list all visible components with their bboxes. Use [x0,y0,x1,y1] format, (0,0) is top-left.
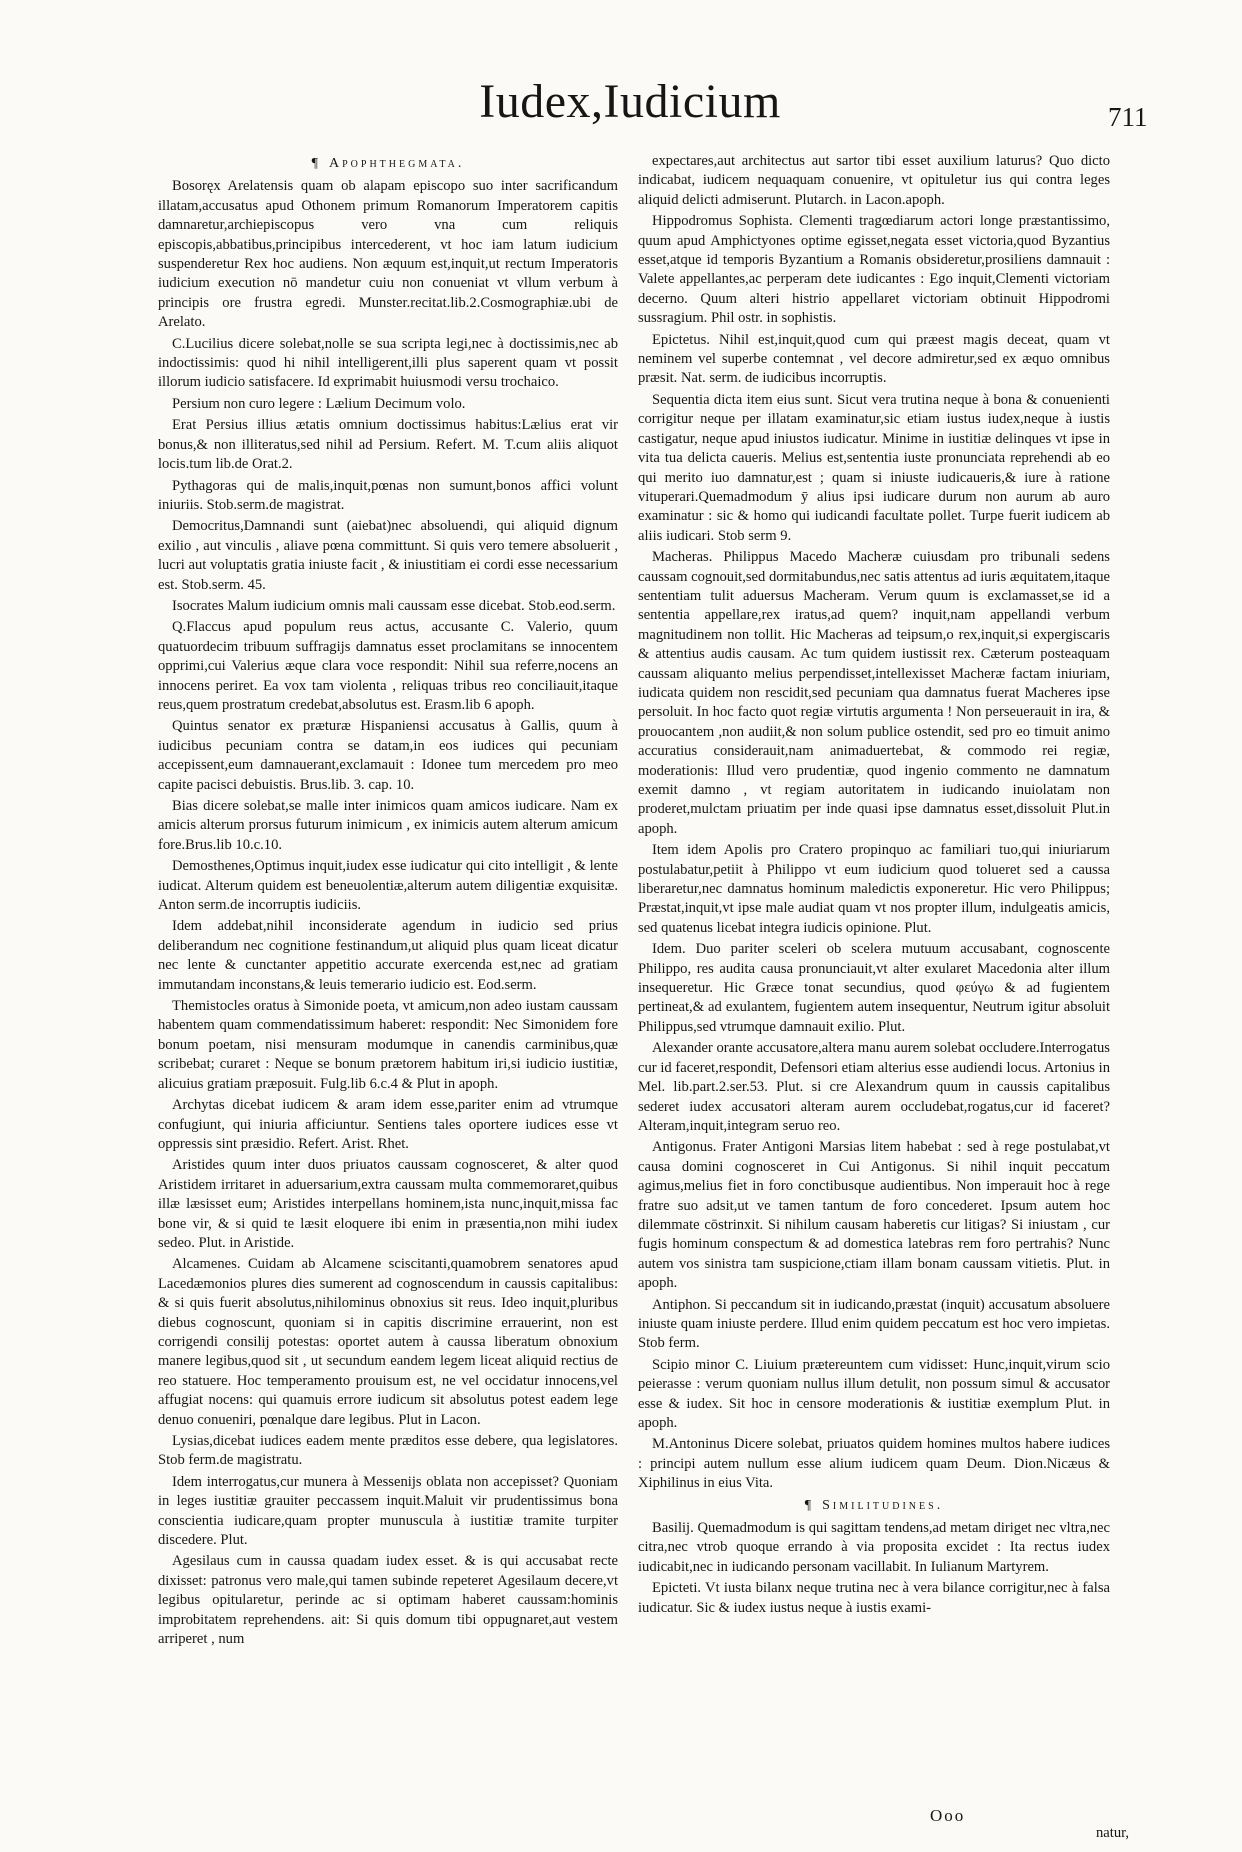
text-entry: Isocrates Malum iudicium omnis mali caussam esse dicebat. Stob.eod.serm. [172,597,616,614]
page-number: 711 [1108,102,1148,132]
text-entry: Agesilaus cum in caussa quadam iudex esset. & is qui accusabat recte dixisset: patronus vero male,qui tamen subinde repeteret Agesilaum decere,vt legibus opitularetur, perinde ac si optimam haberet caussam:hominis improbitatem reprehendens. ait: Si quis domum tibi oppugnaret,aut vestem arriperet , num [158,1553,618,1648]
text-entry: Idem addebat,nihil inconsiderate agendum in iudicio sed prius deliberandum nec cognitione festinandum,ut aliquid plus quam liceat dicatur nec lente & cunctanter appetitio accurate exercenda est,nec ad gratiam immutandam inconstans,& leuis temerario iudicio est. Eod.serm. [158,918,618,993]
catchword: natur, [1096,1825,1130,1841]
left-column [158,152,618,1792]
section-mark-icon: ¶ [311,156,321,171]
text-entry: Quintus senator ex præturæ Hispaniensi accusatus à Gallis, quum à iudicibus pecuniam contra se datam,in eos iudices qui pecuniam accepissent,eum damnauerant,exclamauit : Idonee tum mercedem pro meo capite pacisci debuistis. Brus.lib. 3. cap. 10. [158,718,618,793]
right-entries [638,152,1110,1494]
text-entry: Idem. Duo pariter sceleri ob scelera mutuum accusabant, cognoscente Philippo, res audita causa pronunciauit,vt alter exularet Macedonia alter illum insequeretur. Hic Græce tonat secundius, quod φεύγω & ad fugientem pertineat,& ad exulantem, fugientem autem insequentur, Neutrum igitur absoluit Philippus,sed vtrumque damnauit exilio. Plut. [638,941,1110,1035]
text-entry: Item idem Apolis pro Cratero propinquo ac familiari tuo,qui iniuriarum postulabatur,petiit à Philippo vt eum iudicium quod tolueret sed a caussa liberaretur,nec damnatus hominum maledictis exponeretur. Hic vero Philippus; Præstat,inquit,vt ipse male audiat quam vt nos propter illum, indulgeatis amicis, sed quatenus licebat integra iudicis opinione. Plut. [638,842,1110,936]
text-entry: Epicteti. Vt iusta bilanx neque trutina nec à vera bilance corrigitur,nec à falsa iudicatur. Sic & iudex iustus neque à iustis exami- [638,1580,1110,1616]
text-entry: Antiphon. Si peccandum sit in iudicando,præstat (inquit) accusatum absoluere iniuste quam iniuste perdere. Illud enim quidem peccatum est hoc vero impietas. Stob ferm. [638,1296,1110,1352]
text-entry: expectares,aut architectus aut sartor tibi esset auxilium laturus? Quo dicto indicabat, iudicem nequaquam conuenire, vt opituletur ius qui contra leges aliquid delicti admiserunt. Plutarch. in Lacon.apoph. [638,153,1110,208]
text-entry: Q.Flaccus apud populum reus actus, accusante C. Valerio, quum quatuordecim tribuum suffragijs damnatus esset proclamitans se innocentem opprimi,cui Valerius æque clara voce respondit: Nihil sua referre,nocens an innocens periret. Ea vox tam violenta , reliquas tribus reo conciliauit,itaque reus,quem prostratum credebat,absolutus est. Erasm.lib 6 apoph. [158,619,618,713]
text-entry: Hippodromus Sophista. Clementi tragœdiarum actori longe præstantissimo, quum apud Amphictyones optime egisset,negata esset victoria,quod Byzantius esset,atque id temporis Byzantium a Romanis obsideretur,prosiliens damnauit : Valete appellantes,ac perperam dete iudicantes : Ego inquit,Clementi victoriam decerno. Quum alteri histrio appellaret victoriam obtinuit Hippodromi sussragium. Phil ostr. in sophistis. [638,213,1110,327]
signature-mark: Ooo [930,1806,966,1825]
text-entry: M.Antoninus Dicere solebat, priuatos quidem homines multos habere iudices : principi autem nullum esse alium iudicem quam Deum. Dion.Nicæus & Xiphilinus in eius Vita. [638,1436,1110,1492]
text-entry: Demosthenes,Optimus inquit,iudex esse iudicatur qui cito intelligit , & lente iudicat. Alterum quidem est beneuolentiæ,alterum autem diligentiæ exquisitæ. Anton serm.de incorruptis iudiciis. [158,858,618,914]
text-entry: Bosoręx Arelatensis quam ob alapam episcopo suo inter sacrificandum illatam,accusatus apud Othonem primum Romanorum Imperatorem capitis damnaretur,archiepiscopus vero vna cum reliquis episcopis,abbatibus,principibus intercederent, vt hoc iam latum iudicium suspenderetur Rex hoc audiens. Non æquum est,inquit,ut rectum Imperatoris iudicium execution nō mandetur cuiu non conueniat vt vllum verbum à principis ore frustra egredi. Munster.recitat.lib.2.Cosmographiæ.ubi de Arelato. [158,178,618,331]
text-entry: Erat Persius illius ætatis omnium doctissimus habitus:Lælius erat vir bonus,& non illiteratus,sed nihil ad Persium. Refert. M. T.cum aliis aliquot locis.tum lib.de Orat.2. [158,417,618,473]
text-entry: Persium non curo legere : Lælium Decimum volo. [172,395,466,412]
text-entry: Scipio minor C. Liuium prætereuntem cum vidisset: Hunc,inquit,virum scio peierasse : verum quoniam nullus illum detulit, non possum simul & accusator esse & iudex. Sit hoc in censore moderationis & iustitiæ exemplum Plut. in apoph. [638,1356,1110,1431]
left-entries [158,177,618,1649]
right-column [638,152,1110,1792]
text-entry: Alcamenes. Cuidam ab Alcamene sciscitanti,quamobrem senatores apud Lacedæmonios plures dies sumerent ad cognoscendum in caussis capitalibus: & si quis fuerit absolutus,nihilominus obnoxius sit reus. Ideo inquit,pluribus diebus cognoscunt, quoniam si in capitis discrimine errauerint, non est corrigendi consilij potestas: oportet autem à caussa liberatum obnoxium manere legibus,quod sit , ut secundum eandem legem liceat aliquid rectius de reo statuere. Hoc temperamento prouisum est, ne vel occidatur innocens,vel affugiat nocens: qui quamuis errore iudicum sit absolutus potest eadem lege denuo conueniri, pœnalque dare legibus. Plut in Lacon. [158,1256,618,1428]
section-heading-similitudines [638,1496,1110,1515]
text-entry: Archytas dicebat iudicem & aram idem esse,pariter enim ad vtrumque confugiunt, qui iniuria afficiuntur. Sentiens tales oportere iudices esse vt oppressis sint præsidio. Refert. Arist. Rhet. [158,1097,618,1152]
text-entry: Basilij. Quemadmodum is qui sagittam tendens,ad metam diriget nec vltra,nec citra,nec vtrob quoque errando à via proposita excidet : Ita rectus iudex iudicabit,nec in iudicando personam vacillabit. In Iulianum Martyrem. [638,1520,1110,1575]
page-title: Iudex,Iudicium [479,75,781,128]
text-entry: Pythagoras qui de malis,inquit,pœnas non sumunt,bonos affici volunt iniuriis. Stob.serm.de magistrat. [158,477,618,513]
text-entry: Alexander orante accusatore,altera manu aurem solebat occludere.Interrogatus cur id faceret,respondit, Defensori etiam alterius esse audiendi locus. Artonius in Mel. lib.part.2.ser.53. Plut. si cre Alexandrum quum in caussis capitalibus sederet iudex accusatori alteram aurem occludebat,rogatus,cur id faceret? Alteram,inquit,integram seruo reo. [638,1040,1110,1134]
text-entry: Sequentia dicta item eius sunt. Sicut vera trutina neque à bona & conuenienti corrigitur neque per illatam examinatur,sic etiam iustus iudex,neque à iustis castigatur, neque apud iniustos iudicatur. Minime in iustitiæ delinques vt ipse in vita tua delicta caueris. Melius est,sententia iuste pronunciata reprehendi ab eo qui merito iuo damnatur,est ; quam si iniuste iudicaueris,& iure à ratione vituperari.Quemadmodum ȳ alius ipsi iudicare durum non aurum ab auro examinatur : sic & homo qui iudicandi facultate pollet. Turpe fuerit iudicem ab aliis iudicari. Stob serm 9. [638,391,1110,544]
similitudines-entries [638,1519,1110,1618]
section-mark-icon: ¶ [804,1497,815,1513]
text-entry: Democritus,Damnandi sunt (aiebat)nec absoluendi, qui aliquid dignum exilio , aut vinculis , aliave pœna committunt. Si quis vero temere absoluerit , lucri aut voluptatis gratia iniuste facit , & iniustitiam ei cordi esse necessarium est. Stob.serm. 45. [158,518,618,593]
section-title: Similitudines. [822,1497,944,1513]
text-entry: Themistocles oratus à Simonide poeta, vt amicum,non adeo iustam caussam habentem quam commendatissimum haberet: respondit: Nec Simonidem fore bonum poetam, nisi mensuram modumque in canendis carminibus,quæ scribebat; curaret : Neque se bonum prætorem habitum iri,si iudicio iustitiæ, alicuius gratiam præposuit. Fulg.lib 6.c.4 & Plut in apoph. [158,998,618,1092]
text-entry: Epictetus. Nihil est,inquit,quod cum qui præest magis deceat, quam vt neminem vel superbe contemnat , vel decore admiretur,sed ex æquo omnibus præsit. Nat. serm. de iudicibus incorruptis. [638,331,1110,387]
text-entry: C.Lucilius dicere solebat,nolle se sua scripta legi,nec à doctissimis,nec ab indoctissimis: quod hi nihil intelligerent,illi plus saperent quam vt possit illorum iudicio satisfacere. Id exprimabit huiusmodi versu trochaico. [158,335,618,391]
text-entry: Idem interrogatus,cur munera à Messenijs oblata non accepisset? Quoniam in leges iustitiæ grauiter peccassem inquit.Maluit vir prudentissimus bona conscientia iudicare,quam propter munuscula à iustitiæ tramite turpiter discedere. Plut. [158,1473,618,1549]
text-entry: Lysias,dicebat iudices eadem mente præditos esse debere, qua legislatores. Stob ferm.de magistratu. [158,1433,618,1469]
text-entry: Macheras. Philippus Macedo Macheræ cuiusdam pro tribunali sedens caussam cognouit,sed dormitabundus,nec satis attentus ad iuris æquitatem,itaque sententiam tulit aduersus Macheram. Verum quum is exclamasset,se id a sententia appellare,rex iratus,ad quem? inquit,nam appellandi verbum magnitudinem non tollit. Hic Macheras ad teipsum,o rex,inquit,si expergiscaris & attentius audis causam. Ac tum quidem iustissit rex. Cæterum posteaquam caussam aliquanto melius perpendisset,intellexisset Macheræ factam iniuriam, iudicata quidem non rescidit,sed pecuniam qua damnatus fuerat Macheres ipse persoluit. In hoc facto quot regiæ virtutis argumenta ! Non perseuerauit in ira, & prouocantem ,non audiit,& non solum publice ostendit, sed pro eo timuit animo accuratius considerauit,nam animaduertebat, & commodo rei regiæ, moderationis: Illud vero prudentiæ, quod ingenio commento ne damnatum exemit damno , vt regiam autoritatem in iudicando inuiolatam non proderet,mulctam priuatim per inde quasi ipse damnatus esset,dissoluit Plut.in apoph. [638,549,1110,837]
section-heading-apophthegmata [158,154,618,173]
text-entry: Bias dicere solebat,se malle inter inimicos quam amicos iudicare. Nam ex amicis alterum prorsus futurum inimicum , ex inimicis autem alterum amicum fore.Brus.lib 10.c.10. [158,798,618,853]
text-entry: Antigonus. Frater Antigoni Marsias litem habebat : sed à rege postulabat,vt causa domini cognosceret in Cui Antigonus. Si nihil inquit peccatum agimus,melius fiet in foro conctibusque audientibus. Non imperauit hoc à rege fratre suo adsit,ut ve tamen tantum de foro concederet. Ipsum autem hoc dilemmate cōstrinxit. Si nihilum causam haberetis cur litigas? Si iniustam , cur fugis hominum conspectum & ad domestica latebras rem foro pertrahis? Nunc autem vos sinistra tam suspicione,ctiam illam bonam caussam vitietis. Plut. in apoph. [638,1139,1110,1292]
text-entry: Aristides quum inter duos priuatos caussam cognosceret, & alter quod Aristidem irritaret in aduersarium,extra caussam multa commemoraret,quibus illæ læsisset eum; Aristides interpellans hominem,ista nunc,inquit,missa fac bone vir, & si quid te læsit eloquere ibi enim in præsentia,non mihi iudex sedeo. Plut. in Aristide. [158,1157,618,1251]
section-title: Apophthegmata. [328,156,465,171]
